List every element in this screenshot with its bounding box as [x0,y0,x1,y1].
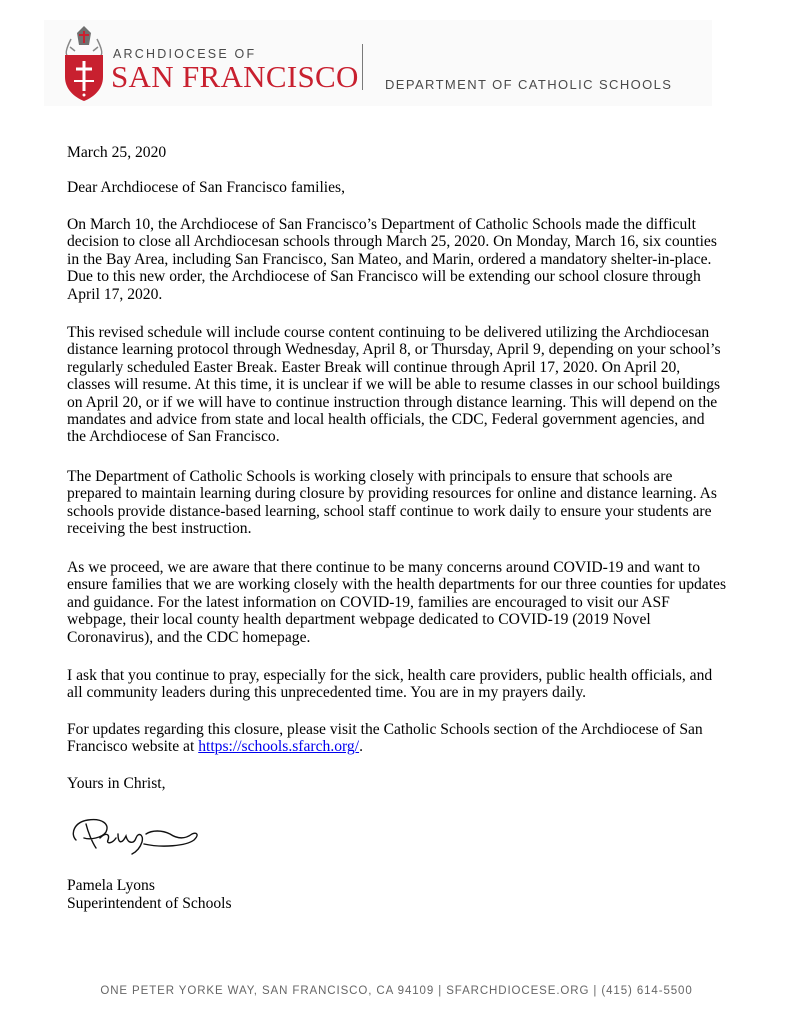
paragraph-covid-info: As we proceed, we are aware that there continue to be many concerns around COVID-19 and want to ensure families that we are working closely with the health departments for our three counties for updates and guidance. For the latest information on COVID-19, families are encouraged to visit our ASF webpage, their local county health department webpage dedicated to COVID-19 (2019 Novel Coronavirus), and the CDC homepage. [67,559,727,646]
signature-image [66,808,216,856]
updates-text: For updates regarding this closure, please visit the Catholic Schools section of the Archdiocese of San Francisco website at [67,721,703,756]
paragraph-distance-learning: The Department of Catholic Schools is working closely with principals to ensure that schools are prepared to maintain learning during closure by providing resources for online and distance learning. As schools provide distance-based learning, school staff continue to work daily to ensure your students are receiving the best instruction. [67,468,717,538]
letter-date: March 25, 2020 [67,144,167,161]
signer-title: Superintendent of Schools [67,895,232,912]
archdiocese-crest-icon [61,25,107,105]
updates-period: . [359,738,363,756]
department-name: DEPARTMENT OF CATHOLIC SCHOOLS [385,77,673,92]
paragraph-prayer: I ask that you continue to pray, especially for the sick, health care providers, public health officials, and all community leaders during this unprecedented time. You are in my prayers daily. [67,667,713,702]
closing: Yours in Christ, [67,775,166,792]
schools-website-link[interactable]: https://schools.sfarch.org/ [198,738,360,756]
paragraph-updates [67,721,727,756]
footer-contact: ONE PETER YORKE WAY, SAN FRANCISCO, CA 94109 | SFARCHDIOCESE.ORG | (415) 614-5500 [100,985,693,997]
header-divider [362,44,363,90]
org-name-line1: ARCHDIOCESE OF [113,47,257,61]
signer-name: Pamela Lyons [67,877,155,894]
salutation: Dear Archdiocese of San Francisco families, [67,179,345,196]
org-name-line2: SAN FRANCISCO [111,59,359,94]
paragraph-closure-announcement: On March 10, the Archdiocese of San Francisco’s Department of Catholic Schools made the difficult decision to close all Archdiocesan schools through March 25, 2020. On Monday, March 16, six counties in the Bay Area, including San Francisco, San Mateo, and Marin, ordered a mandatory shelter-in-place. Due to this new order, the Archdiocese of San Francisco will be extending our school closure through April 17, 2020. [67,216,717,303]
paragraph-revised-schedule: This revised schedule will include course content continuing to be delivered utilizing the Archdiocesan distance learning protocol through Wednesday, April 8, or Thursday, April 9, depending on your school’s regularly scheduled Easter Break. Easter Break will continue through April 17, 2020. On April 20, classes will resume. At this time, it is unclear if we will be able to resume classes in our school buildings on April 20, or if we will have to continue instruction through distance learning. This will depend on the mandates and advice from state and local health officials, the CDC, Federal government agencies, and the Archdiocese of San Francisco. [67,324,721,446]
